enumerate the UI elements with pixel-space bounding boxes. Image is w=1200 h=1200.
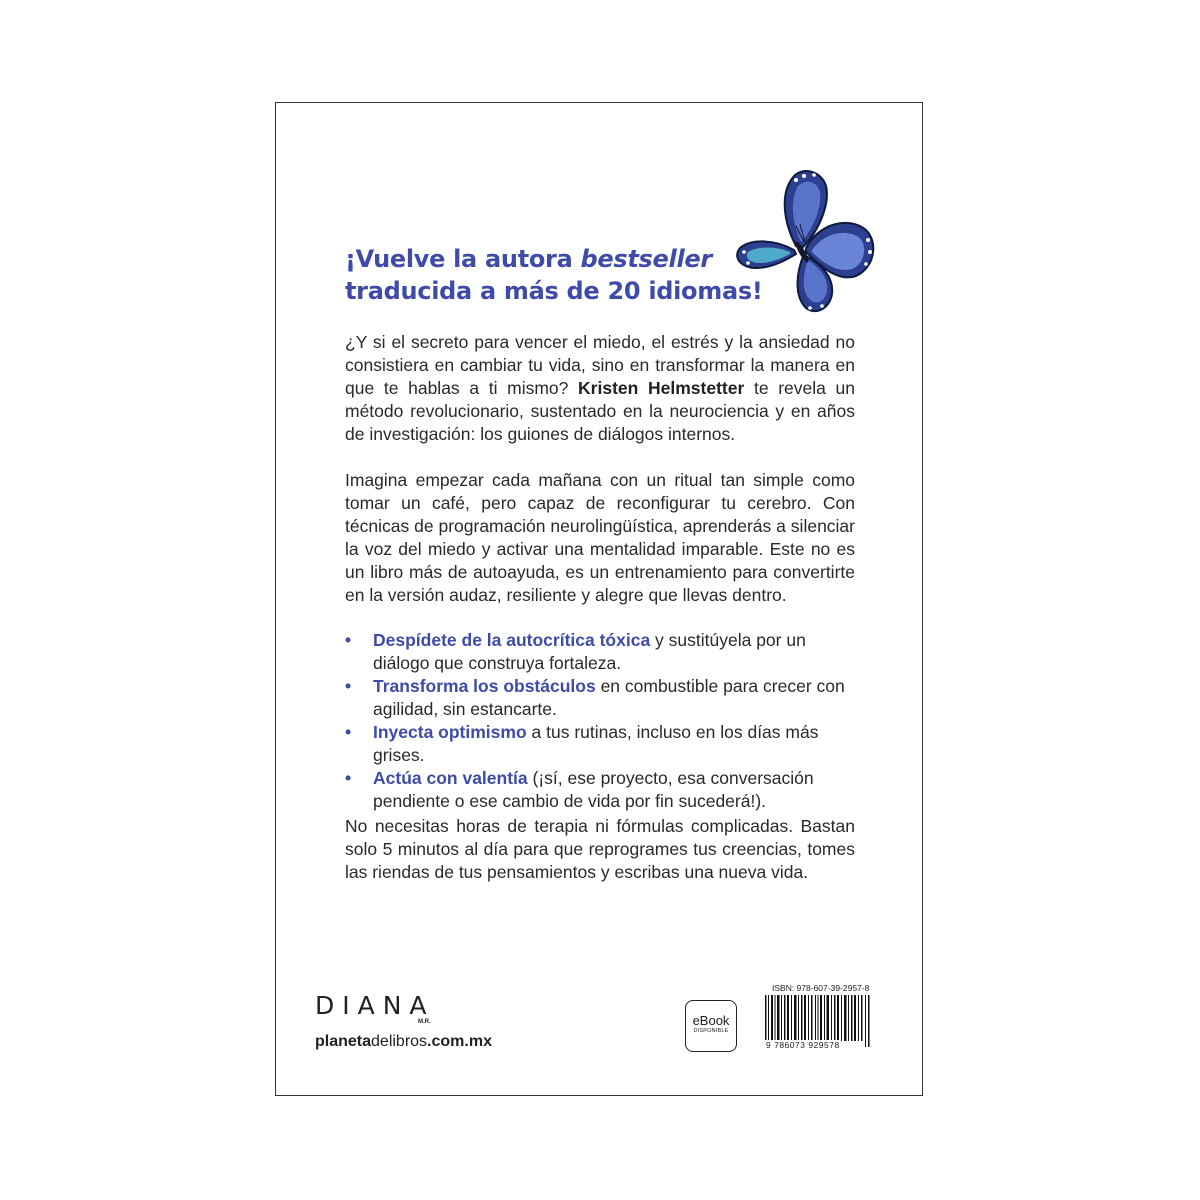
bullet-highlight: Transforma los obstáculos — [373, 676, 596, 696]
website-part-3: .com.mx — [427, 1033, 492, 1050]
bullet-text: (¡sí, ese proyecto, esa conversación pendiente o ese cambio de vida por fin sucederá!). — [373, 768, 814, 811]
logo-trademark: M.R. — [418, 1019, 431, 1025]
paragraph-intro-before: ¿Y si el secreto para vencer el miedo, el estrés y la ansiedad no consistiera en cambiar tu vida, sino en transformar la manera en que te hablas a ti mismo? — [345, 332, 855, 398]
headline — [345, 243, 765, 307]
paragraph-intro-after: te revela un método revolucionario, sustentado en la neurociencia y en años de investigación: los guiones de diálogos internos. — [345, 378, 855, 444]
isbn-label: ISBN: 978-607-39-2957-8 — [772, 983, 870, 993]
bullet-item — [345, 767, 855, 813]
book-back-cover — [275, 102, 923, 1096]
headline-italic-word: bestseller — [580, 245, 712, 273]
bullet-text: a tus rutinas, incluso en los días más grises. — [373, 722, 819, 765]
bullet-dot-icon: • — [345, 768, 352, 788]
paragraph-intro — [345, 331, 855, 446]
barcode-number: 9 786073 929578 — [766, 1040, 840, 1050]
ebook-title: eBook — [692, 1013, 730, 1028]
bullet-dot-icon: • — [345, 630, 352, 650]
author-name: Kristen Helmstetter — [578, 378, 745, 398]
bullet-highlight: Despídete de la autocrítica tóxica — [373, 630, 651, 650]
paragraph-ritual: Imagina empezar cada mañana con un ritual tan simple como tomar un café, pero capaz de reconfigurar tu cerebro. Con técnicas de programación neurolingüística, aprenderás a silenciar la voz del miedo y activar una mentalidad imparable. Este no es un libro más de autoayuda, es un entrenamiento para convertirte en la versión audaz, resiliente y alegre que llevas dentro. — [345, 470, 855, 605]
bullet-list — [345, 629, 855, 813]
bullet-dot-icon: • — [345, 676, 352, 696]
bullet-dot-icon: • — [345, 722, 352, 742]
bullet-item — [345, 629, 855, 675]
bullet-item — [345, 721, 855, 767]
website-part-2: delibros — [371, 1033, 428, 1050]
bullet-highlight: Actúa con valentía — [373, 768, 528, 788]
website-part-1: planeta — [315, 1033, 372, 1050]
publisher-website — [315, 1033, 492, 1051]
ebook-subtitle: DISPONIBLE — [693, 1028, 729, 1034]
headline-line2: traducida a más de 20 idiomas! — [345, 277, 763, 305]
headline-line1-prefix: ¡Vuelve la autora — [345, 245, 581, 273]
bullet-text: en combustible para crecer con agilidad, sin estancarte. — [373, 676, 845, 719]
bullet-text: y sustitúyela por un diálogo que construya fortaleza. — [373, 630, 806, 673]
paragraph-closing: No necesitas horas de terapia ni fórmulas complicadas. Bastan solo 5 minutos al día para que reprogrames tus creencias, tomes las riendas de tus pensamientos y escribas una nueva vida. — [345, 816, 855, 882]
publisher-logo: DIANA — [315, 991, 435, 1020]
bullet-item — [345, 675, 855, 721]
ebook-badge — [685, 1000, 737, 1052]
bullet-highlight: Inyecta optimismo — [373, 722, 527, 742]
